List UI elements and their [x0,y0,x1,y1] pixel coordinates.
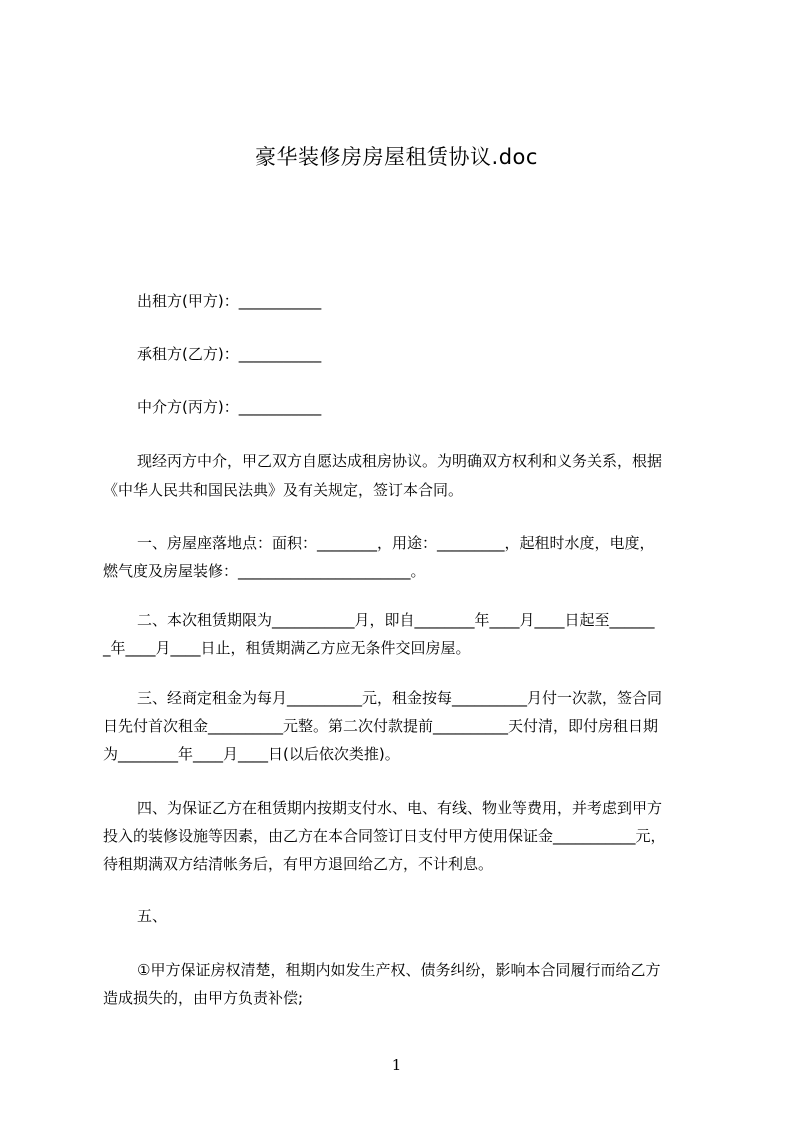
clause-4-line-2: 投入的装修设施等因素，由乙方在本合同签订日支付甲方使用保证金___________元， [103,827,666,845]
clause-1-line-2: 燃气度及房屋装修：_______________________。 [103,562,426,580]
lessee-line: 承租方(乙方)：___________ [137,345,322,363]
clause-5-item-1-line-1: ①甲方保证房权清楚，租期内如发生产权、债务纠纷，影响本合同履行而给乙方 [137,961,661,979]
clause-3-line-3: 为________年____月____日(以后依次类推)。 [103,745,400,763]
page-number: 1 [391,1056,402,1074]
intro-line-1: 现经丙方中介，甲乙双方自愿达成租房协议。为明确双方权利和义务关系，根据 [137,452,663,470]
clause-3-line-1: 三、经商定租金为每月__________元，租金按每__________月付一次款，签合同 [137,689,663,707]
agent-line: 中介方(丙方)：___________ [137,398,322,416]
clause-2-line-1: 二、本次租赁期限为___________月，即自________年____月____日起至______ [137,611,655,629]
clause-4-line-1: 四、为保证乙方在租赁期内按期支付水、电、有线、物业等费用，并考虑到甲方 [137,799,663,817]
clause-1-line-1: 一、房屋座落地点：面积：________，用途：_________，起租时水度，电度， [137,534,655,552]
intro-line-2: 《中华人民共和国民法典》及有关规定，签订本合同。 [103,481,464,499]
clause-4-line-3: 待租期满双方结清帐务后，有甲方退回给乙方，不计利息。 [103,855,494,873]
clause-2-line-2: _年____月____日止，租赁期满乙方应无条件交回房屋。 [103,639,471,657]
clause-3-line-2: 日先付首次租金__________元整。第二次付款提前__________天付清，即付房租日期 [103,717,659,735]
document-title: 豪华装修房房屋租赁协议.doc [255,145,538,169]
lessor-line: 出租方(甲方)：___________ [137,292,322,310]
clause-5-item-1-line-2: 造成损失的，由甲方负责补偿; [103,989,304,1007]
clause-5-heading: 五、 [137,907,168,925]
